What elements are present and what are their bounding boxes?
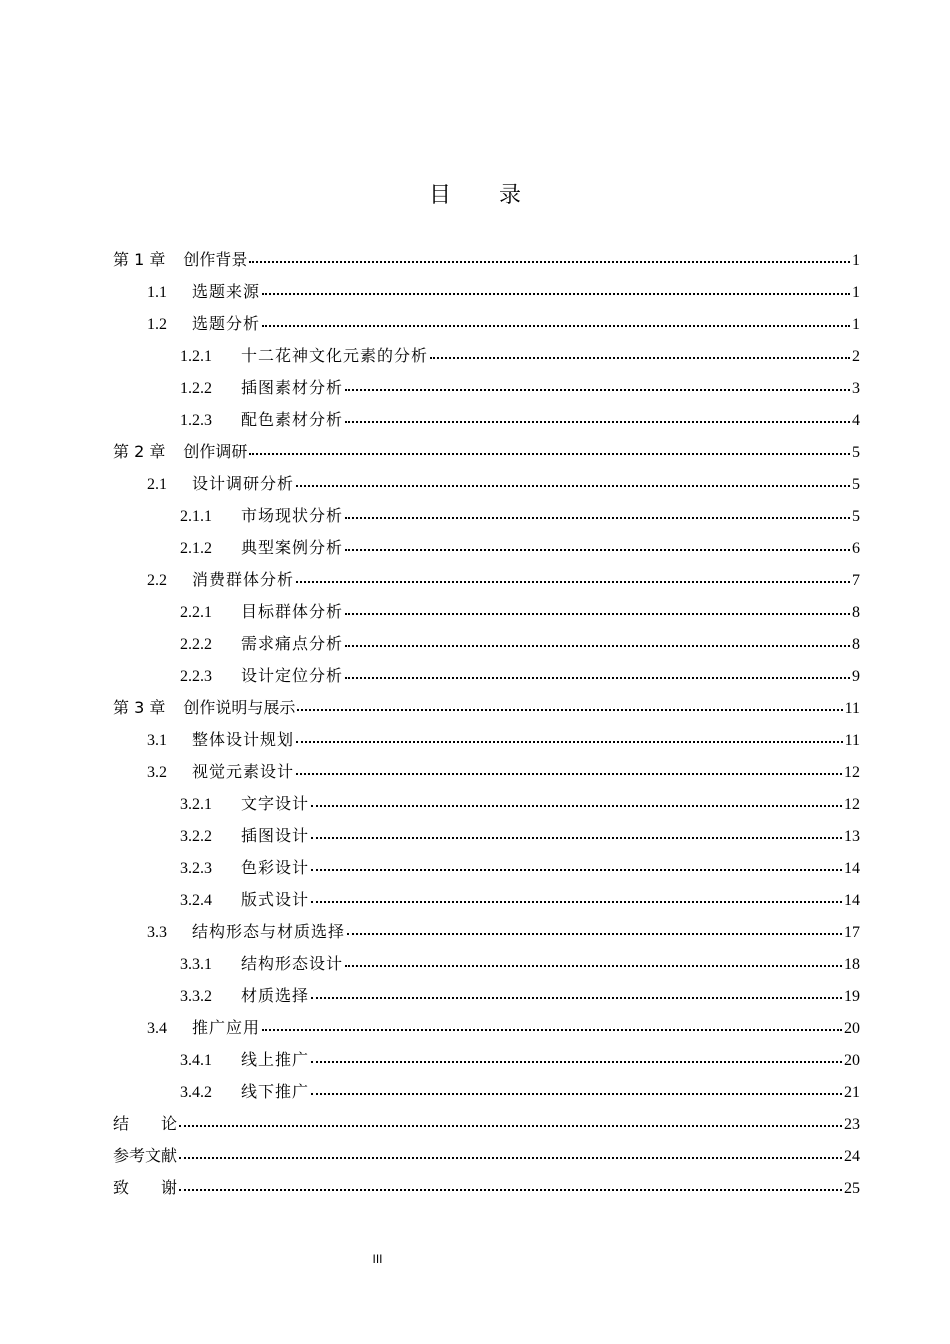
title-char-1: 目 <box>428 183 451 208</box>
leader-dots <box>311 1093 842 1095</box>
toc-number: 3.2.2 <box>180 828 212 845</box>
toc-page: 20 <box>844 1052 860 1069</box>
toc-entry[interactable] <box>113 1172 860 1204</box>
toc-number: 1.2 <box>147 316 167 333</box>
toc-entry[interactable] <box>113 404 860 436</box>
toc-number: 1.2.2 <box>180 380 212 397</box>
toc-number: 1.2.1 <box>180 348 212 365</box>
toc-page: 3 <box>852 380 860 397</box>
toc-page: 2 <box>852 348 860 365</box>
leader-dots <box>296 741 843 743</box>
leader-dots <box>311 1061 842 1063</box>
toc-number: 3.2 <box>147 764 167 781</box>
toc-page: 23 <box>844 1116 860 1133</box>
leader-dots <box>262 293 850 295</box>
toc-entry[interactable] <box>113 1108 860 1140</box>
toc-number: 第 3 章 <box>113 698 166 717</box>
toc-entry[interactable] <box>113 788 860 820</box>
toc-label: 十二花神文化元素的分析 <box>241 346 429 365</box>
toc-entry[interactable] <box>113 244 860 276</box>
toc-label: 创作背景 <box>183 250 248 269</box>
toc-entry[interactable] <box>113 532 860 564</box>
toc-page: 11 <box>844 732 860 749</box>
toc-page: 20 <box>844 1020 860 1037</box>
toc-number: 3.2.1 <box>180 796 212 813</box>
toc-page: 19 <box>844 988 860 1005</box>
toc-label: 创作说明与展示 <box>183 698 296 717</box>
toc-label: 线上推广 <box>241 1050 310 1069</box>
toc-entry[interactable] <box>113 276 860 308</box>
page-title <box>0 178 950 209</box>
leader-dots <box>296 773 842 775</box>
toc-page: 8 <box>852 604 860 621</box>
toc-entry[interactable] <box>113 628 860 660</box>
toc-entry[interactable] <box>113 436 860 468</box>
toc-page: 5 <box>852 476 860 493</box>
toc-entry[interactable] <box>113 660 860 692</box>
toc-entry[interactable] <box>113 1012 860 1044</box>
toc-label: 市场现状分析 <box>241 506 344 525</box>
toc-entry[interactable] <box>113 692 860 724</box>
leader-dots <box>345 645 850 647</box>
toc-number: 3.3.2 <box>180 988 212 1005</box>
toc-label: 材质选择 <box>241 986 310 1005</box>
table-of-contents <box>113 244 860 1204</box>
toc-number: 2.2.3 <box>180 668 212 685</box>
toc-page: 9 <box>852 668 860 685</box>
toc-number: 3.4 <box>147 1020 167 1037</box>
toc-label: 线下推广 <box>241 1082 310 1101</box>
toc-label: 创作调研 <box>183 442 248 461</box>
toc-entry[interactable] <box>113 468 860 500</box>
leader-dots <box>296 581 850 583</box>
toc-number: 3.4.2 <box>180 1084 212 1101</box>
toc-label: 文字设计 <box>241 794 310 813</box>
toc-number: 1.2.3 <box>180 412 212 429</box>
leader-dots <box>345 517 850 519</box>
toc-page: 5 <box>852 444 860 461</box>
leader-dots <box>345 965 842 967</box>
toc-page: 14 <box>844 892 860 909</box>
toc-entry[interactable] <box>113 724 860 756</box>
toc-entry[interactable] <box>113 308 860 340</box>
toc-number: 3.1 <box>147 732 167 749</box>
leader-dots <box>347 933 842 935</box>
leader-dots <box>345 389 850 391</box>
toc-page: 12 <box>844 764 860 781</box>
toc-entry[interactable] <box>113 596 860 628</box>
leader-dots <box>345 613 850 615</box>
toc-number: 2.1.1 <box>180 508 212 525</box>
toc-entry[interactable] <box>113 916 860 948</box>
toc-number: 3.3 <box>147 924 167 941</box>
toc-label: 选题来源 <box>192 282 261 301</box>
toc-page: 1 <box>852 252 860 269</box>
toc-label: 需求痛点分析 <box>241 634 344 653</box>
toc-label: 插图素材分析 <box>241 378 344 397</box>
leader-dots <box>262 325 850 327</box>
toc-number: 2.2 <box>147 572 167 589</box>
toc-page: 21 <box>844 1084 860 1101</box>
leader-dots <box>311 997 842 999</box>
toc-page: 11 <box>844 700 860 717</box>
leader-dots <box>297 709 842 711</box>
leader-dots <box>262 1029 842 1031</box>
toc-entry[interactable] <box>113 1076 860 1108</box>
toc-number: 2.1 <box>147 476 167 493</box>
toc-label: 结构形态与材质选择 <box>192 922 346 941</box>
title-char-2: 录 <box>499 183 522 208</box>
toc-page: 25 <box>844 1180 860 1197</box>
toc-label: 消费群体分析 <box>192 570 295 589</box>
toc-entry[interactable] <box>113 884 860 916</box>
toc-number: 3.2.4 <box>180 892 212 909</box>
toc-entry[interactable] <box>113 500 860 532</box>
toc-page: 8 <box>852 636 860 653</box>
toc-entry[interactable] <box>113 1140 860 1172</box>
toc-page: 7 <box>852 572 860 589</box>
leader-dots <box>179 1189 842 1191</box>
toc-label: 选题分析 <box>192 314 261 333</box>
toc-page: 24 <box>844 1148 860 1165</box>
leader-dots <box>179 1125 842 1127</box>
toc-label: 结 论 <box>113 1114 178 1133</box>
toc-label: 目标群体分析 <box>241 602 344 621</box>
toc-entry[interactable] <box>113 340 860 372</box>
toc-page: 18 <box>844 956 860 973</box>
toc-entry[interactable] <box>113 852 860 884</box>
leader-dots <box>311 837 842 839</box>
toc-page: 1 <box>852 284 860 301</box>
toc-entry[interactable] <box>113 980 860 1012</box>
leader-dots <box>311 805 842 807</box>
leader-dots <box>311 901 842 903</box>
toc-number: 3.4.1 <box>180 1052 212 1069</box>
toc-label: 致 谢 <box>113 1178 178 1197</box>
leader-dots <box>311 869 842 871</box>
toc-label: 结构形态设计 <box>241 954 344 973</box>
toc-label: 插图设计 <box>241 826 310 845</box>
toc-entry[interactable] <box>113 564 860 596</box>
toc-number: 第 1 章 <box>113 250 166 269</box>
toc-page: 14 <box>844 860 860 877</box>
leader-dots <box>249 261 850 263</box>
leader-dots <box>179 1157 842 1159</box>
toc-label: 色彩设计 <box>241 858 310 877</box>
toc-page: 6 <box>852 540 860 557</box>
toc-number: 1.1 <box>147 284 167 301</box>
leader-dots <box>345 549 850 551</box>
page-number-footer: III <box>372 1252 383 1266</box>
toc-label: 视觉元素设计 <box>192 762 295 781</box>
toc-entry[interactable] <box>113 820 860 852</box>
toc-number: 3.2.3 <box>180 860 212 877</box>
toc-label: 配色素材分析 <box>241 410 344 429</box>
toc-number: 2.2.2 <box>180 636 212 653</box>
toc-number: 3.3.1 <box>180 956 212 973</box>
toc-page: 17 <box>844 924 860 941</box>
toc-entry[interactable] <box>113 372 860 404</box>
toc-label: 推广应用 <box>192 1018 261 1037</box>
toc-label: 设计定位分析 <box>241 666 344 685</box>
leader-dots <box>430 357 850 359</box>
toc-page: 13 <box>844 828 860 845</box>
toc-number: 2.1.2 <box>180 540 212 557</box>
toc-entry[interactable] <box>113 948 860 980</box>
toc-entry[interactable] <box>113 756 860 788</box>
toc-label: 设计调研分析 <box>192 474 295 493</box>
toc-page: 12 <box>844 796 860 813</box>
toc-label: 版式设计 <box>241 890 310 909</box>
toc-entry[interactable] <box>113 1044 860 1076</box>
toc-label: 典型案例分析 <box>241 538 344 557</box>
toc-page: 5 <box>852 508 860 525</box>
toc-page: 4 <box>852 412 860 429</box>
toc-label: 整体设计规划 <box>192 730 295 749</box>
toc-number: 第 2 章 <box>113 442 166 461</box>
toc-number: 2.2.1 <box>180 604 212 621</box>
toc-label: 参考文献 <box>113 1146 178 1165</box>
leader-dots <box>249 453 850 455</box>
toc-page: 1 <box>852 316 860 333</box>
leader-dots <box>345 677 850 679</box>
leader-dots <box>296 485 850 487</box>
leader-dots <box>345 421 850 423</box>
